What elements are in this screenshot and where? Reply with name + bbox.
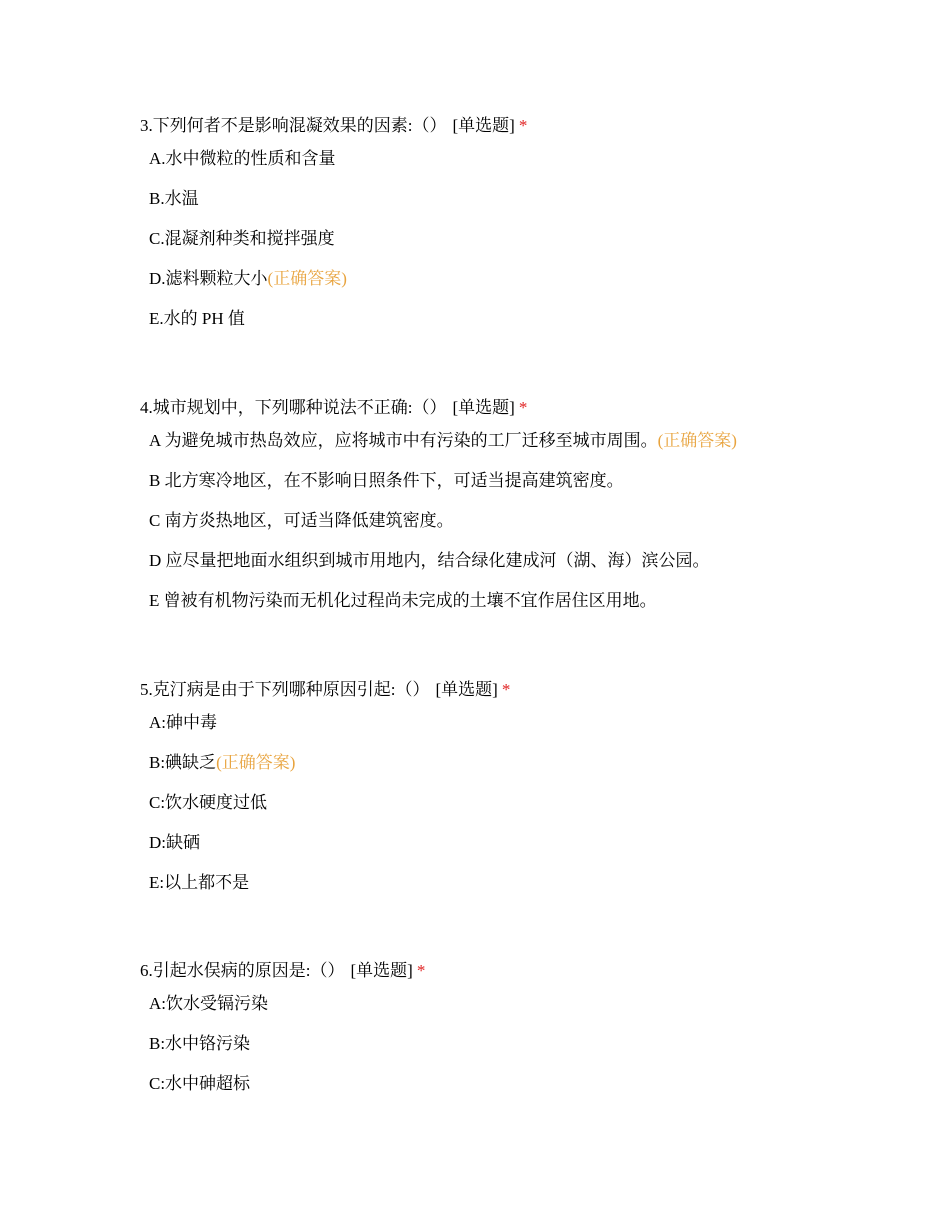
question-5 [140,678,920,911]
option-c[interactable] [149,509,920,533]
option-text: A:砷中毒 [149,713,217,732]
option-c[interactable] [149,1072,920,1096]
option-text: E:以上都不是 [149,873,250,892]
option-list [140,711,920,895]
option-a[interactable] [149,429,920,453]
option-e[interactable] [149,307,920,331]
option-e[interactable] [149,871,920,895]
option-text: E 曾被有机物污染而无机化过程尚未完成的土壤不宜作居住区用地。 [149,591,657,610]
question-type-label: [单选题] [452,116,515,135]
question-title [140,678,920,702]
option-text: D.滤料颗粒大小 [149,269,268,288]
option-d[interactable] [149,549,920,573]
option-text: B.水温 [149,189,199,208]
correct-answer-label: (正确答案) [216,753,296,772]
correct-answer-label: (正确答案) [267,269,347,288]
question-6 [140,959,920,1112]
option-text: B 北方寒冷地区，在不影响日照条件下，可适当提高建筑密度。 [149,471,624,490]
required-mark: * [416,961,426,980]
correct-answer-label: (正确答案) [657,431,737,450]
option-b[interactable] [149,1032,920,1056]
question-text: 6.引起水俣病的原因是:（） [140,961,345,980]
question-text: 4.城市规划中，下列哪种说法不正确:（） [140,398,447,417]
option-text: D 应尽量把地面水组织到城市用地内，结合绿化建成河（湖、海）滨公园。 [149,551,710,570]
option-d[interactable] [149,267,920,291]
option-text: C:饮水硬度过低 [149,793,268,812]
option-text: C 南方炎热地区，可适当降低建筑密度。 [149,511,454,530]
option-text: A:饮水受镉污染 [149,994,268,1013]
option-text: A 为避免城市热岛效应，应将城市中有污染的工厂迁移至城市周围。 [149,431,658,450]
question-title [140,114,920,138]
option-text: B:水中铬污染 [149,1034,251,1053]
question-text: 5.克汀病是由于下列哪种原因引起:（） [140,680,430,699]
option-text: A.水中微粒的性质和含量 [149,149,336,168]
option-text: B:碘缺乏 [149,753,217,772]
question-4 [140,396,920,629]
option-b[interactable] [149,187,920,211]
option-a[interactable] [149,711,920,735]
option-a[interactable] [149,147,920,171]
option-list [140,429,920,613]
question-type-label: [单选题] [452,398,515,417]
option-d[interactable] [149,831,920,855]
option-a[interactable] [149,992,920,1016]
required-mark: * [501,680,511,699]
option-text: E.水的 PH 值 [149,309,245,328]
option-c[interactable] [149,227,920,251]
option-list [140,147,920,331]
required-mark: * [518,116,528,135]
option-e[interactable] [149,589,920,613]
question-text: 3.下列何者不是影响混凝效果的因素:（） [140,116,447,135]
required-mark: * [518,398,528,417]
option-b[interactable] [149,751,920,775]
option-text: D:缺硒 [149,833,200,852]
question-type-label: [单选题] [350,961,413,980]
option-c[interactable] [149,791,920,815]
question-title [140,396,920,420]
question-title [140,959,920,983]
option-text: C.混凝剂种类和搅拌强度 [149,229,335,248]
question-type-label: [单选题] [435,680,498,699]
question-3 [140,114,920,347]
option-text: C:水中砷超标 [149,1074,251,1093]
option-list [140,992,920,1096]
option-b[interactable] [149,469,920,493]
